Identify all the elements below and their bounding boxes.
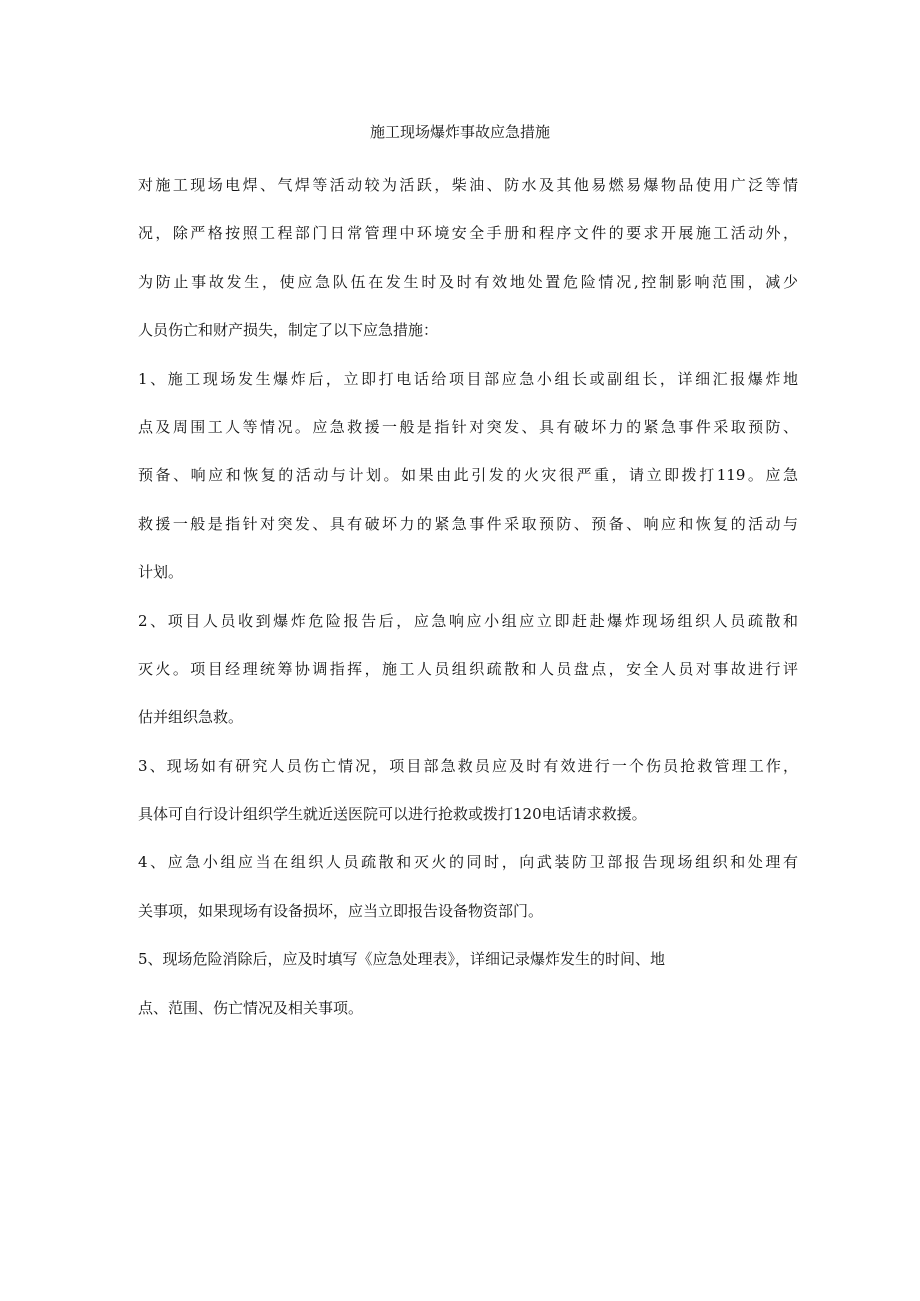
- intro-line-4: 人员伤亡和财产损失，制定了以下应急措施：: [138, 321, 439, 340]
- document-body: [138, 161, 798, 1032]
- intro-line-3: 为防止事故发生，使应急队伍在发生时及时有效地处置危险情况,控制影响范围，减少: [138, 272, 798, 291]
- item-2-line-3: 估并组织急救。: [138, 708, 244, 727]
- item-5-line-2: 点、范围、伤亡情况及相关事项。: [138, 998, 364, 1017]
- item-1-line-4: 救援一般是指针对突发、具有破坏力的紧急事件采取预防、预备、响应和恢复的活动与: [138, 514, 798, 533]
- item-3-line-1: 3、现场如有研究人员伤亡情况，项目部急救员应及时有效进行一个伤员抢救管理工作，: [138, 756, 798, 775]
- intro-line-2: 况，除严格按照工程部门日常管理中环境安全手册和程序文件的要求开展施工活动外，: [138, 224, 798, 243]
- item-5-line-1: 5、现场危险消除后，应及时填写《应急处理表》，详细记录爆炸发生的时间、地: [138, 950, 666, 969]
- item-1-line-2: 点及周围工人等情况。应急救援一般是指针对突发、具有破坏力的紧急事件采取预防、: [138, 417, 798, 436]
- item-1-line-3: 预备、响应和恢复的活动与计划。如果由此引发的火灾很严重，请立即拨打119。应急: [138, 466, 798, 485]
- item-1-line-1: 1、施工现场发生爆炸后，立即打电话给项目部应急小组长或副组长，详细汇报爆炸地: [138, 369, 798, 388]
- item-2-line-1: 2、项目人员收到爆炸危险报告后，应急响应小组应立即赶赴爆炸现场组织人员疏散和: [138, 611, 798, 630]
- item-4-line-1: 4、应急小组应当在组织人员疏散和灭火的同时，向武装防卫部报告现场组织和处理有: [138, 853, 798, 872]
- intro-line-1: 对施工现场电焊、气焊等活动较为活跃，柴油、防水及其他易燃易爆物品使用广泛等情: [138, 176, 798, 194]
- item-1-line-5: 计划。: [138, 563, 184, 582]
- item-2-line-2: 灭火。项目经理统筹协调指挥，施工人员组织疏散和人员盘点，安全人员对事故进行评: [138, 659, 798, 678]
- item-3-line-2: 具体可自行设计组织学生就近送医院可以进行抢救或拨打120电话请求救援。: [138, 805, 647, 824]
- item-4-line-2: 关事项，如果现场有设备损坏，应当立即报告设备物资部门。: [138, 901, 544, 920]
- document-title: 施工现场爆炸事故应急措施: [369, 123, 550, 141]
